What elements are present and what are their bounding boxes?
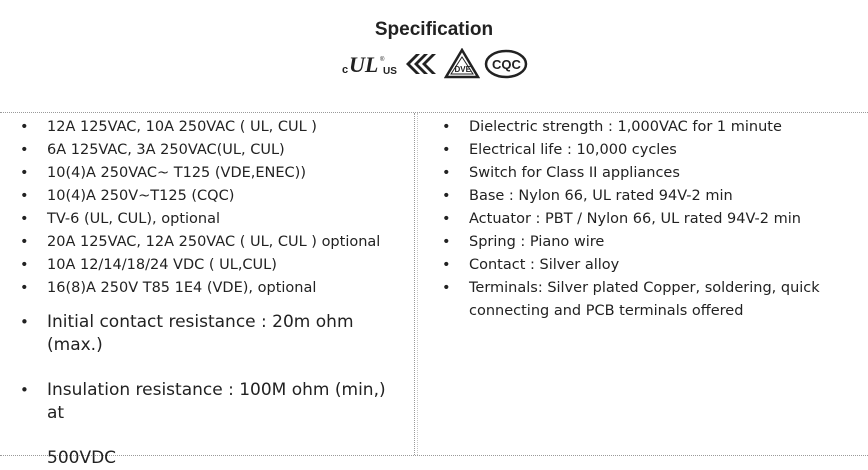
svg-text:®: ® — [380, 56, 385, 63]
svg-text:UL: UL — [349, 51, 379, 77]
terminals-item — [469, 277, 864, 323]
spec-item: • 10(4)A 250V~T125 (CQC) — [47, 185, 407, 208]
contact-resistance-item: • Initial contact resistance : 20m ohm (max.) — [47, 311, 407, 357]
certification-logos — [340, 50, 528, 82]
spec-item: • Dielectric strength : 1,000VAC for 1 minute — [469, 116, 864, 139]
insulation-resistance-line1: Insulation resistance : 100M ohm (min,) at — [47, 380, 386, 423]
spec-item: • 20A 125VAC, 12A 250VAC ( UL, CUL ) optional — [47, 231, 407, 254]
spec-item: • Actuator : PBT / Nylon 66, UL rated 94V-2 min — [469, 208, 864, 231]
svg-text:CQC: CQC — [492, 56, 521, 72]
terminals-line1: Terminals: Silver plated Copper, soldering, quick — [469, 280, 820, 296]
spec-item: • 12A 125VAC, 10A 250VAC ( UL, CUL ) — [47, 116, 407, 139]
kema-keur-logo — [404, 49, 440, 84]
top-divider — [0, 112, 868, 113]
spec-item: • 16(8)A 250V T85 1E4 (VDE), optional — [47, 277, 407, 300]
cqc-logo — [484, 49, 528, 84]
spec-item: • 6A 125VAC, 3A 250VAC(UL, CUL) — [47, 139, 407, 162]
column-divider — [414, 113, 415, 455]
vde-logo — [444, 48, 480, 85]
spec-item: • 10A 12/14/18/24 VDC ( UL,CUL) — [47, 254, 407, 277]
spec-item: • Base : Nylon 66, UL rated 94V-2 min — [469, 185, 864, 208]
page-title: Specification — [374, 19, 494, 40]
column-divider-inner — [417, 113, 418, 455]
insulation-resistance-item — [47, 379, 407, 470]
spec-item: • TV-6 (UL, CUL), optional — [47, 208, 407, 231]
right-spec-list — [469, 116, 864, 323]
svg-text:US: US — [383, 65, 397, 77]
culus-logo — [340, 49, 400, 84]
svg-text:DVE: DVE — [454, 64, 471, 74]
svg-text:c: c — [342, 63, 349, 76]
insulation-resistance-line2: 500VDC — [47, 448, 117, 468]
spec-item: • 10(4)A 250VAC~ T125 (VDE,ENEC)) — [47, 162, 407, 185]
terminals-line2: connecting and PCB terminals offered — [469, 303, 744, 319]
spec-item: • Contact : Silver alloy — [469, 254, 864, 277]
spec-item: • Spring : Piano wire — [469, 231, 864, 254]
spec-item: • Electrical life : 10,000 cycles — [469, 139, 864, 162]
spec-item: • Switch for Class II appliances — [469, 162, 864, 185]
left-spec-list — [47, 116, 407, 470]
